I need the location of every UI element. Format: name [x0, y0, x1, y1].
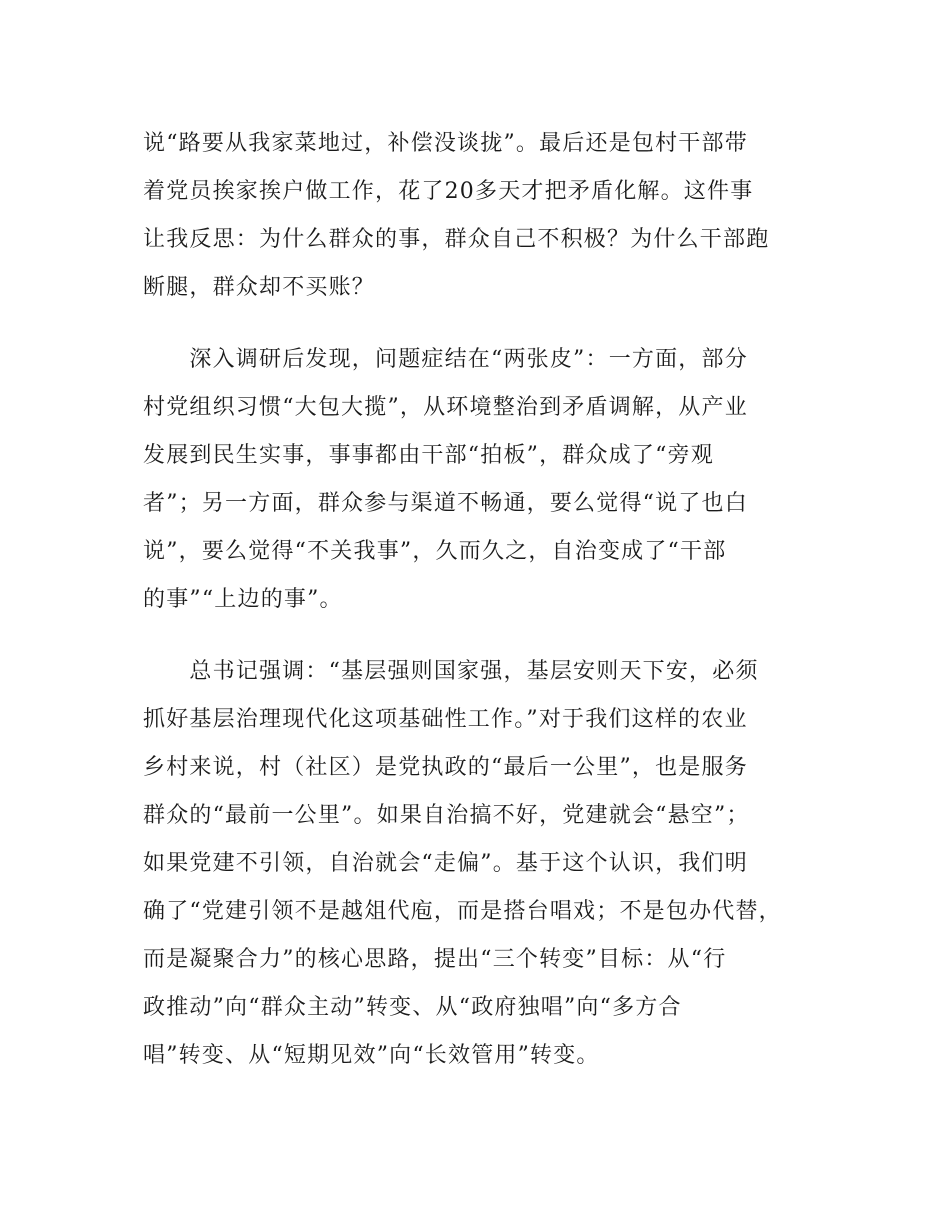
paragraph-1	[143, 120, 823, 312]
text-line: 村党组织习惯“大包大揽”，从环境整治到矛盾调解，从产业	[143, 395, 748, 420]
text-line: 乡村来说，村（社区）是党执政的“最后一公里”，也是服务	[143, 755, 748, 780]
text-line: 说“路要从我家菜地过，补偿没谈拢”。最后还是包村干部带	[143, 131, 748, 156]
text-line: 如果党建不引领，自治就会“走偏”。基于这个认识，我们明	[143, 851, 748, 876]
text-line: 群众的“最前一公里”。如果自治搞不好，党建就会“悬空”；	[143, 803, 750, 828]
text-line: 断腿，群众却不买账？	[143, 275, 376, 300]
text-line: 深入调研后发现，问题症结在“两张皮”：一方面，部分	[143, 347, 748, 372]
text-line: 唱”转变、从“短期见效”向“长效管用”转变。	[143, 1043, 600, 1068]
text-line: 发展到民生实事，事事都由干部“拍板”，群众成了“旁观	[143, 443, 714, 468]
paragraph-3	[143, 648, 823, 1080]
text-line: 让我反思：为什么群众的事，群众自己不积极？为什么干部跑	[143, 227, 770, 252]
text-line: 着党员挨家挨户做工作，花了20多天才把矛盾化解。这件事	[143, 179, 754, 204]
text-line: 的事”“上边的事”。	[143, 587, 343, 612]
document-body	[143, 120, 823, 1080]
text-line: 者”；另一方面，群众参与渠道不畅通，要么觉得“说了也白	[143, 491, 748, 516]
text-line: 而是凝聚合力”的核心思路，提出“三个转变”目标：从“行	[143, 947, 727, 972]
paragraph-spacing	[143, 624, 823, 648]
text-line: 总书记强调：“基层强则国家强，基层安则天下安，必须	[143, 659, 759, 684]
paragraph-2	[143, 336, 823, 624]
text-line: 抓好基层治理现代化这项基础性工作。”对于我们这样的农业	[143, 707, 748, 732]
text-line: 确了“党建引领不是越俎代庖，而是搭台唱戏；不是包办代替，	[143, 899, 782, 924]
paragraph-spacing	[143, 312, 823, 336]
text-line: 政推动”向“群众主动”转变、从“政府独唱”向“多方合	[143, 995, 682, 1020]
text-line: 说”，要么觉得“不关我事”，久而久之，自治变成了“干部	[143, 539, 727, 564]
